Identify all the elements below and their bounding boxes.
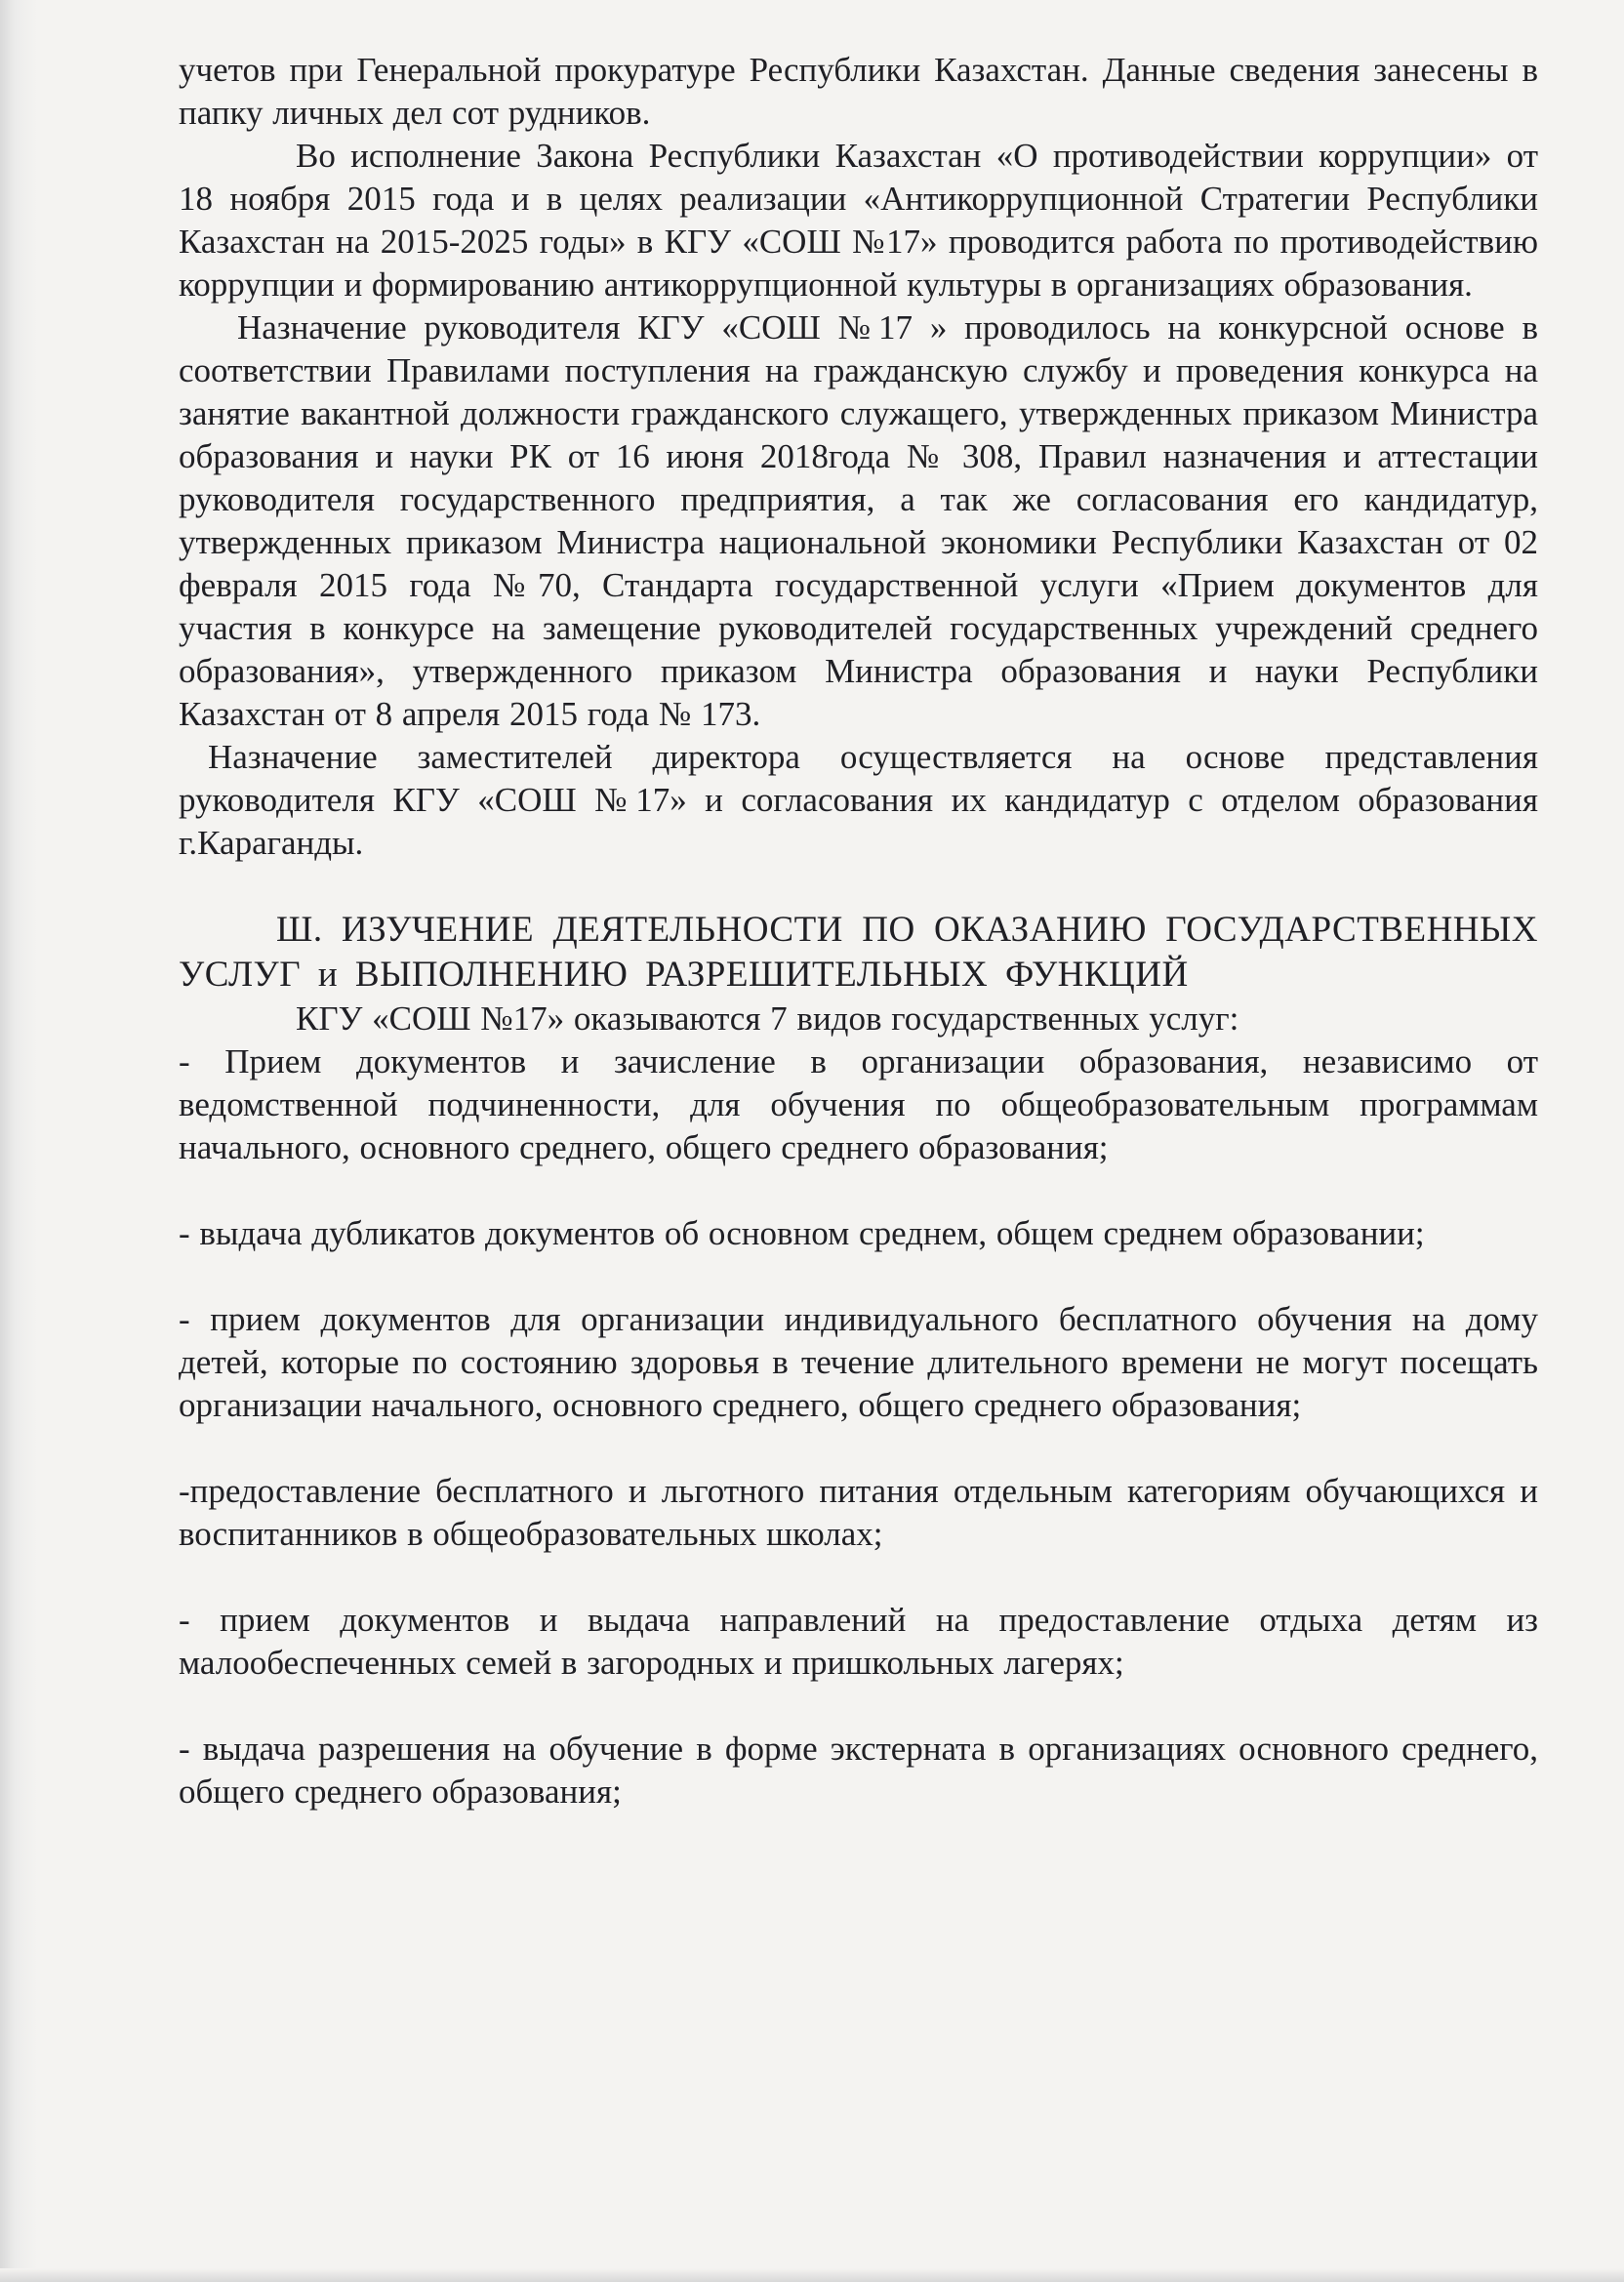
paragraph-deputy-appointment: Назначение заместителей директора осуществляется на основе представления руководителя КГУ «СОШ №17» и согласования их кандидатур с отделом образования г.Караганды.	[179, 738, 1538, 862]
services-list	[179, 1040, 1538, 1813]
list-item: - прием документов и выдача направлений на предоставление отдыха детям из малообеспеченных семей в загородных и пришкольных лагерях;	[179, 1601, 1538, 1682]
list-item: - прием документов для организации индивидуального бесплатного обучения на дому детей, которые по состоянию здоровья в течение длительного времени не могут посещать организации начального, основного среднего, общего среднего образования;	[179, 1300, 1538, 1424]
list-item: - Прием документов и зачисление в организации образования, независимо от ведомственной подчиненности, для обучения по общеобразовательным программам начального, основного среднего, общего среднего образования;	[179, 1042, 1538, 1166]
services-intro: КГУ «СОШ №17» оказываются 7 видов государственных услуг:	[296, 999, 1239, 1038]
paragraph-director-appointment: Назначение руководителя КГУ «СОШ №17 » проводилось на конкурсной основе в соответствии Правилами поступления на гражданскую службу и проведения конкурса на занятие вакантной должности гражданского служащего, утвержденных приказом Министра образования и науки РК от 16 июня 2018года № 308, Правил назначения и аттестации руководителя государственного предприятия, а так же согласования его кандидатур, утвержденных приказом Министра национальной экономики Республики Казахстан от 02 февраля 2015 года №70, Стандарта государственной услуги «Прием документов для участия в конкурсе на замещение руководителей государственных учреждений среднего образования», утвержденного приказом Министра образования и науки Республики Казахстан от 8 апреля 2015 года № 173.	[179, 308, 1538, 733]
scan-edge-bottom	[0, 2268, 1624, 2282]
section-heading: Ш. ИЗУЧЕНИЕ ДЕЯТЕЛЬНОСТИ ПО ОКАЗАНИЮ ГОСУДАРСТВЕННЫХ УСЛУГ и ВЫПОЛНЕНИЮ РАЗРЕШИТЕЛЬНЫХ ФУНКЦИЙ	[179, 910, 1538, 995]
paragraph-anticorruption-law: Во исполнение Закона Республики Казахстан «О противодействии коррупции» от 18 ноября 2015 года и в целях реализации «Антикоррупционной Стратегии Республики Казахстан на 2015-2025 годы» в КГУ «СОШ №17» проводится работа по противодействию коррупции и формированию антикоррупционной культуры в организациях образования.	[179, 137, 1538, 304]
list-item: - выдача дубликатов документов об основном среднем, общем среднем образовании;	[179, 1214, 1425, 1252]
list-item: - выдача разрешения на обучение в форме экстерната в организациях основного среднего, общего среднего образования;	[179, 1730, 1538, 1811]
paragraph-records: учетов при Генеральной прокуратуре Республики Казахстан. Данные сведения занесены в папку личных дел сот рудников.	[179, 51, 1538, 132]
scan-edge-left	[0, 0, 37, 2282]
document-page	[179, 49, 1538, 1813]
list-item: -предоставление бесплатного и льготного питания отдельным категориям обучающихся и воспитанников в общеобразовательных школах;	[179, 1472, 1538, 1553]
